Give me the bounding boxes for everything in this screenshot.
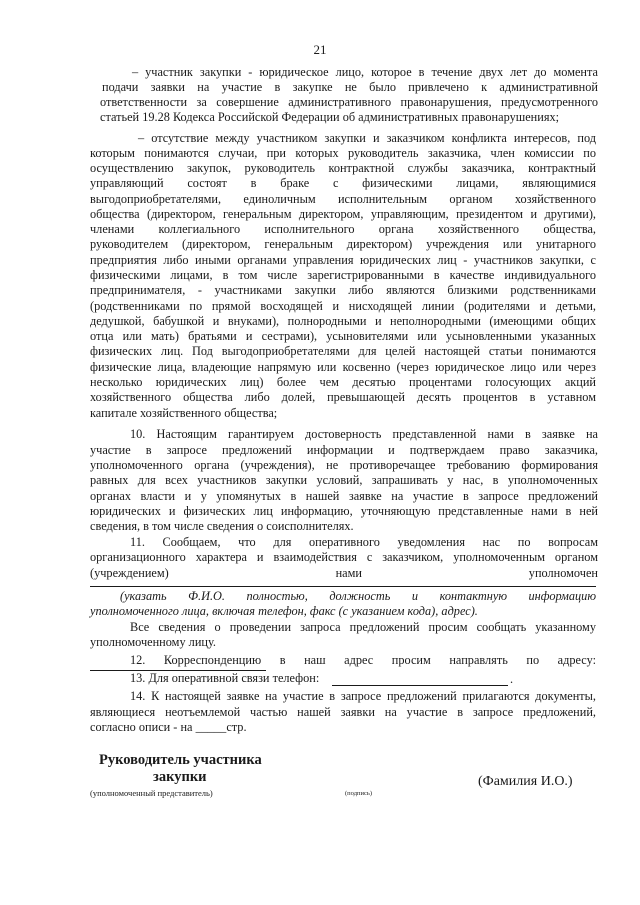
text-line: (учреждением) нами уполномочен	[90, 566, 598, 580]
text-line: уполномоченному лицу.	[90, 635, 216, 649]
text-line: юридических и физических лиц информацию, уточняющую представленные нами в ней	[90, 504, 598, 518]
role-caption: (уполномоченный представитель)	[90, 788, 213, 798]
text-line: – участник закупки - юридическое лицо, которое в течение двух лет до момента	[132, 65, 598, 79]
signature-caption: (подпись)	[345, 790, 372, 797]
text-line: несколько юридических лиц) более чем десятью процентами голосующих акций	[90, 375, 596, 389]
signature-title-2: закупки	[153, 769, 207, 785]
text-line: 11. Сообщаем, что для оперативного уведомления нас по вопросам	[130, 535, 598, 549]
text-line: согласно описи - на _____стр.	[90, 720, 247, 734]
text-line: являющиеся неотъемлемой частью нашей заявки на участие в запросе предложений,	[90, 705, 596, 719]
text-line: организационного характера и взаимодействия с заказчиком, уполномоченным органом	[90, 550, 598, 564]
text-line: 10. Настоящим гарантируем достоверность представленной нами в заявке на	[130, 427, 598, 441]
text-line: статьей 19.28 Кодекса Российской Федерации об административных правонарушениях;	[100, 110, 560, 124]
phone-blank	[332, 685, 508, 686]
text-line: ответственности за совершение административного правонарушения, предусмотренного	[100, 95, 598, 109]
text-line: хозяйственного общества либо долей, превышающей десять процентов в уставном	[90, 390, 596, 404]
phone-period: .	[510, 672, 514, 686]
text-line: управляющий состоят в браке с физическими лицами, являющимися	[90, 176, 596, 190]
text-line: физическими лицами, в том числе зарегистрированными в качестве индивидуального	[90, 268, 596, 282]
text-line: дедушкой, бабушкой и внуками), полнородными и неполнородными (имеющими общих	[90, 314, 596, 328]
text-line: капитале хозяйственного общества;	[90, 406, 278, 420]
signature-title: Руководитель участника	[99, 752, 262, 768]
text-line: которым понимаются случаи, при которых руководитель заказчика, член комиссии по	[90, 146, 596, 160]
text-line: Все сведения о проведении запроса предложений просим сообщать указанному	[130, 620, 596, 634]
text-line: физических лиц. Под выгодоприобретателями для целей настоящей статьи понимаются	[90, 344, 596, 358]
text-line: осуществлению закупок, руководитель контрактной службы заказчика, контрактный	[90, 161, 596, 175]
blank-line	[90, 586, 596, 587]
name-placeholder: (Фамилия И.О.)	[478, 774, 573, 789]
page-number: 21	[313, 42, 327, 57]
text-line: физические лица, владеющие напрямую или косвенно (через юридическое лицо или через	[90, 360, 596, 374]
text-line: 14. К настоящей заявке на участие в запросе предложений прилагаются документы,	[130, 689, 596, 703]
text-line: – отсутствие между участником закупки и заказчиком конфликта интересов, под	[138, 131, 596, 145]
text-line: отца или мать) братьями и сестрами), усыновителями или усыновленными указанных	[90, 329, 596, 343]
text-line: членами коллегиального исполнительного органа хозяйственного общества,	[90, 222, 596, 236]
text-line: сведения, в том числе сведения о соисполнителях.	[90, 519, 354, 533]
text-line: 12. Корреспонденцию в наш адрес просим направлять по адресу:	[130, 653, 596, 667]
text-line: (родственниками по прямой восходящей и нисходящей линии (родителями и детьми,	[90, 299, 596, 313]
text-line: уполномоченного органа (учреждения), не противоречащее требованию формирования	[90, 458, 598, 472]
text-line: выгодоприобретателями, единоличным исполнительным органом хозяйственного	[90, 192, 596, 206]
text-line: органах власти и у упомянутых в нашей заявке на участие в запросе предложений	[90, 489, 598, 503]
text-line: равных для всех участников закупки условий, запрашивать у нас, в уполномоченных	[90, 473, 598, 487]
italic-note: уполномоченного лица, включая телефон, факс (с указанием кода), адрес).	[90, 604, 478, 618]
text-line: предпринимателя, - участниками закупки либо являются близкими родственниками	[90, 283, 596, 297]
text-line: руководителем (директором, генеральным директором) учреждения или унитарного	[90, 237, 596, 251]
text-line: участие в запросе предложений информации и подтверждаем право заказчика,	[90, 443, 598, 457]
text-line: предприятия либо иными органами управления юридических лиц - участников закупки, с	[90, 253, 596, 267]
text-line: 13. Для оперативной связи телефон:	[130, 671, 320, 685]
text-line: подачи заявки на участие в закупке не было привлечено к административной	[102, 80, 598, 94]
text-line: общества (директором, генеральным директором, управляющим, президентом и другими),	[90, 207, 596, 221]
italic-note: (указать Ф.И.О. полностью, должность и контактную информацию	[120, 589, 596, 603]
